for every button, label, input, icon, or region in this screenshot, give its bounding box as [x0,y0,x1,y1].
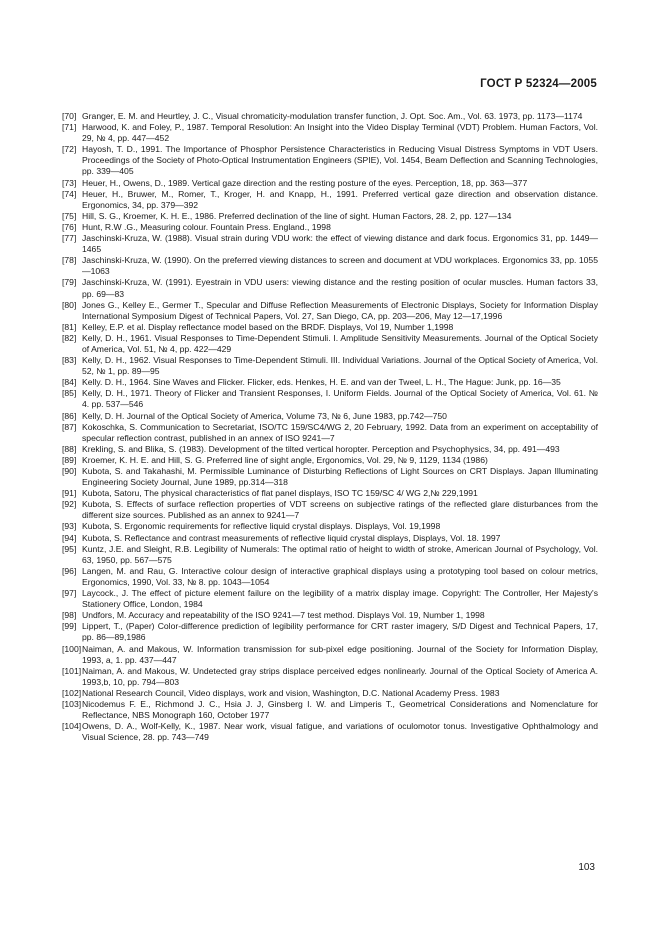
reference-number: [81] [62,321,77,332]
reference-item [62,721,598,743]
reference-item [62,521,598,532]
reference-number: [79] [62,277,77,288]
reference-text: Harwood, K. and Foley, P., 1987. Temporal Resolution: An Insight into the Video Display Terminal (VDT) Problem. Human Factors, Vol. 29, № 4, pp. 447—452 [82,122,598,144]
reference-number: [77] [62,233,77,244]
reference-number: [101] [62,665,82,676]
reference-text: Kubota, S. Ergonomic requirements for reflective liquid crystal displays. Displays, Vol. 19,1998 [82,521,441,532]
reference-item [62,444,598,455]
reference-number: [78] [62,255,77,266]
reference-text: Hunt, R.W .G., Measuring colour. Fountain Press. England., 1998 [82,221,331,232]
reference-number: [76] [62,221,77,232]
reference-text: Kelly, D. H., 1971. Theory of Flicker and Transient Responses, I. Uniform Fields. Journal of the Optical Society of America, Vol. 61. № 4. pp. 537—546 [82,388,598,410]
reference-text: Kelley, E.P. et al. Display reflectance model based on the BRDF. Displays, Vol 19, Number 1,1998 [82,321,454,332]
reference-number: [93] [62,521,77,532]
reference-list [62,111,598,743]
reference-number: [70] [62,111,77,121]
reference-item [62,644,598,666]
reference-text: Krekling, S. and Blika, S. (1983). Development of the tilted vertical horopter. Perception and Psychophysics, 34, pp. 491—493 [82,443,560,454]
reference-text: Kelly. D. H., 1964. Sine Waves and Flicker. Flicker, eds. Henkes, H. E. and van der Tweel, L. H., The Hague: Junk, pp. 16—35 [82,377,561,388]
reference-text: Kubota, S. Reflectance and contrast measurements of reflective liquid crystal displays, Displays, Vol. 18. 1997 [82,532,501,543]
reference-text: Kelly, D. H., 1961. Visual Responses to Time-Dependent Stimuli. I. Amplitude Sensitivity Measurements. Journal of the Optical Society of America, Vol. 51, № 4, pp. 422—429 [82,332,598,354]
reference-number: [72] [62,144,77,155]
reference-number: [71] [62,122,77,133]
reference-text: Hayosh, T. D., 1991. The Importance of Phosphor Persistence Characteristics in Reducing Visual Distress Symptoms in VDT Users. Proceedings of the Society of Photo-Optical Instrumentation Engineers (SPIE), Vol. 1454, Beam Deflection and Scanning Technologies, pp. 339—405 [82,144,598,177]
reference-item [62,255,598,277]
reference-item [62,588,598,610]
reference-number: [85] [62,388,77,399]
reference-item [62,566,598,588]
reference-item [62,211,598,222]
reference-item [62,377,598,388]
reference-text: Laycock., J. The effect of picture element failure on the legibility of a matrix display image. Copyright: The Controller, Her Majesty's Stationery Office, London, 1984 [82,588,598,610]
reference-number: [91] [62,488,77,499]
reference-item [62,666,598,688]
reference-number: [94] [62,532,77,543]
reference-item [62,178,598,189]
reference-text: Kubota, Satoru, The physical characteristics of flat panel displays, ISO TC 159/SC 4/ WG 2,№ 229,1991 [82,488,478,499]
reference-text: Owens, D. A., Wolf-Kelly, K., 1987. Near work, visual fatigue, and variations of oculomotor tonus. Investigative Ophthalmology and Visual Science, 28. pp. 743—749 [82,721,598,743]
reference-item [62,189,598,211]
reference-text: Hill, S. G., Kroemer, K. H. E., 1986. Preferred declination of the line of sight. Human Factors, 28. 2, pp. 127—134 [82,210,512,221]
reference-text: Kubota, S. Effects of surface reflection properties of VDT screens on subjective ratings of the reflected glare disturbances from the different size sources. Published as an annex to 9241—7 [82,499,598,521]
reference-item [62,388,598,410]
reference-number: [89] [62,454,77,465]
reference-item [62,277,598,299]
reference-item [62,466,598,488]
page-number: 103 [578,862,595,873]
reference-number: [75] [62,210,77,221]
reference-number: [103] [62,698,82,709]
reference-text: Granger, E. M. and Heurtley, J. C., Visual chromaticity-modulation transfer function, J. Opt. Soc. Am., Vol. 63. 1973, pp. 1173—1174 [82,111,583,121]
reference-number: [83] [62,355,77,366]
reference-text: Langen, M. and Rau, G. Interactive colour design of interactive graphical displays using a prototyping tool based on colour metrics, Ergonomics, 1990, Vol. 33, № 8. pp. 1043—1054 [82,565,598,587]
reference-number: [97] [62,588,77,599]
reference-number: [92] [62,499,77,510]
reference-number: [73] [62,177,77,188]
reference-number: [88] [62,443,77,454]
reference-text: Kelly, D. H., 1962. Visual Responses to Time-Dependent Stimuli. III. Individual Variations. Journal of the Optical Society of America, Vol. 52, № 1, pp. 89—95 [82,355,598,377]
reference-item [62,621,598,643]
reference-number: [99] [62,621,77,632]
reference-number: [102] [62,687,82,698]
reference-item [62,544,598,566]
reference-item [62,222,598,233]
reference-text: Naiman, A. and Makous, W. Information transmission for sub-pixel edge positioning. Journal of the Society for Information Display, 1993, a, 1. pp. 437—447 [82,643,598,665]
reference-item [62,699,598,721]
reference-item [62,455,598,466]
reference-text: Heuer, H., Bruwer, M., Romer, T., Kroger, H. and Knapp, H., 1991. Preferred vertical gaze direction and observation distance. Ergonomics, 34, pp. 379—392 [82,188,598,210]
reference-item [62,688,598,699]
reference-item [62,111,598,122]
reference-number: [86] [62,410,77,421]
reference-item [62,333,598,355]
reference-number: [87] [62,421,77,432]
reference-text: Jaschinski-Kruza, W. (1988). Visual strain during VDU work: the effect of viewing distance and dark focus. Ergonomics 31, pp. 1449—1465 [82,233,598,255]
reference-item [62,488,598,499]
reference-number: [82] [62,332,77,343]
reference-number: [74] [62,188,77,199]
reference-text: Heuer, H., Owens, D., 1989. Vertical gaze direction and the resting posture of the eyes. Perception, 18, pp. 363—377 [82,177,528,188]
reference-text: Jones G., Kelley E., Germer T., Specular and Diffuse Reflection Measurements of Electronic Displays, Society for Information Display International Symposium Digest of Technical Papers, Vol. 27, San Diego, CA, pp. 203—206, May 12—17,1996 [82,299,598,321]
reference-item [62,422,598,444]
reference-item [62,300,598,322]
reference-number: [80] [62,299,77,310]
reference-text: Naiman, A. and Makous, W. Undetected gray strips displace perceived edges nonlinearly. Journal of the Optical Society of America A. 1993,b, 10, pp. 794—803 [82,665,598,687]
reference-number: [90] [62,466,77,476]
reference-text: Kelly, D. H. Journal of the Optical Society of America, Volume 73, № 6, June 1983, pp.742—750 [82,410,447,421]
reference-text: Kuntz, J.E. and Sleight, R.B. Legibility of Numerals: The optimal ratio of height to width of stroke, American Journal of Psychology, Vol. 63, 1950, pp. 567—575 [82,543,598,565]
reference-number: [98] [62,610,77,621]
reference-item [62,122,598,144]
reference-number: [84] [62,377,77,388]
reference-text: Kroemer, K. H. E. and Hill, S. G. Preferred line of sight angle, Ergonomics, Vol. 29, № 9, 1129, 1134 (1986) [82,454,488,465]
reference-item [62,144,598,177]
reference-text: Kokoschka, S. Communication to Secretariat, ISO/TC 159/SC4/WG 2, 20 February, 1992. Data from an experiment on acceptability of specular reflection contrast, published in an annex of ISO 9241—7 [82,421,598,443]
reference-item [62,411,598,422]
reference-number: [100] [62,643,82,654]
reference-number: [96] [62,565,77,576]
reference-text: Lippert, T., (Paper) Color-difference prediction of legibility performance for CRT raster imagery, S/D Digest and Technical Papers, 17, pp. 86—89,1986 [82,621,598,643]
standard-header: ГОСТ Р 52324—2005 [480,78,597,90]
reference-number: [95] [62,543,77,554]
reference-item [62,499,598,521]
reference-text: Jaschinski-Kruza, W. (1990). On the preferred viewing distances to screen and document at VDU workplaces. Ergonomics 33, pp. 1055—1063 [82,255,598,277]
reference-text: Nicodemus F. E., Richmond J. C., Hsia J. J, Ginsberg I. W. and Limperis T., Geometrical Considerations and Nomenclature for Reflectance, NBS Monograph 160, October 1977 [82,698,598,721]
reference-number: [104] [62,721,82,732]
reference-text: National Research Council, Video displays, work and vision, Washington, D.C. National Academy Press. 1983 [82,687,500,698]
reference-text: Jaschinski-Kruza, W. (1991). Eyestrain in VDU users: viewing distance and the resting position of ocular muscles. Human factors 33, pp. 69—83 [82,277,598,299]
reference-item [62,322,598,333]
reference-text: Undfors, M. Accuracy and repeatability of the ISO 9241—7 test method. Displays Vol. 19, Number 1, 1998 [82,610,485,621]
reference-item [62,355,598,377]
reference-item [62,533,598,544]
reference-text: Kubota, S. and Takahashi, M. Permissible Luminance of Disturbing Reflections of Light Sources on CRT Displays. Japan Illuminating Engineering Society Journal, June 1989, pp.314—318 [82,466,598,488]
reference-item [62,233,598,255]
reference-item [62,610,598,621]
